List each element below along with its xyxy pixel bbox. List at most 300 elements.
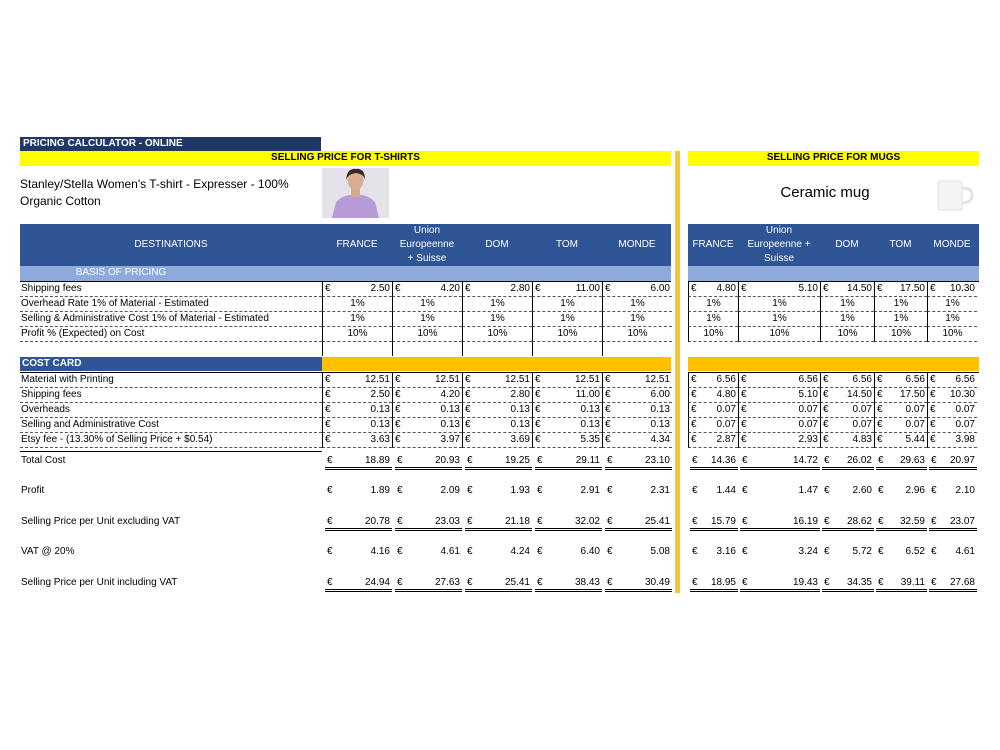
- cell-value: 6.56: [905, 374, 925, 385]
- basis-cell-mug: 1%: [820, 312, 874, 327]
- cell-value: 20.93: [434, 455, 460, 466]
- cost-cell: [322, 403, 392, 418]
- section-divider: [675, 151, 680, 593]
- currency-symbol: €: [877, 389, 883, 400]
- cost-cell: [462, 433, 532, 448]
- cell-value: 0.07: [798, 419, 818, 430]
- summary-cell: [535, 545, 602, 561]
- cell-value: 0.07: [798, 404, 818, 415]
- currency-symbol: €: [930, 404, 936, 415]
- currency-symbol: €: [395, 404, 401, 415]
- tshirt-col-header: DOM: [485, 239, 509, 250]
- currency-symbol: €: [537, 546, 543, 557]
- cell-value: 2.80: [510, 389, 530, 400]
- currency-symbol: €: [741, 434, 747, 445]
- cell-value: 5.08: [650, 546, 670, 557]
- cell-value: 21.18: [504, 516, 530, 527]
- cost-cell-mug: [874, 388, 927, 403]
- cost-cell-mug: [820, 403, 874, 418]
- cell-value: 0.13: [580, 419, 600, 430]
- cell-value: 19.25: [504, 455, 530, 466]
- currency-symbol: €: [327, 485, 333, 496]
- cell-value: 15.79: [710, 516, 736, 527]
- cell-value: 26.02: [846, 455, 872, 466]
- cell-value: 27.63: [434, 577, 460, 588]
- currency-symbol: €: [692, 485, 698, 496]
- currency-symbol: €: [535, 374, 541, 385]
- currency-symbol: €: [535, 419, 541, 430]
- basis-cell: 1%: [462, 312, 532, 327]
- currency-symbol: €: [537, 516, 543, 527]
- summary-cell: [465, 454, 532, 470]
- blank-cell: [462, 342, 532, 356]
- currency-symbol: €: [742, 516, 748, 527]
- basis-cell: 1%: [462, 297, 532, 312]
- currency-symbol: €: [691, 374, 697, 385]
- currency-symbol: €: [877, 374, 883, 385]
- summary-cell: [325, 515, 392, 531]
- basis-cell-mug: 1%: [738, 312, 820, 327]
- currency-symbol: €: [465, 283, 471, 294]
- cost-cell: [532, 403, 602, 418]
- basis-cell-mug: 10%: [820, 327, 874, 342]
- cell-value: 12.51: [504, 374, 530, 385]
- basis-cell-mug: 10%: [927, 327, 977, 342]
- cost-cell: [322, 388, 392, 403]
- basis-cell-mug: 1%: [688, 297, 738, 312]
- summary-cell: [605, 576, 672, 592]
- cell-value: 0.13: [650, 419, 670, 430]
- cell-value: 1.44: [716, 485, 736, 496]
- tshirt-product-image: [322, 168, 389, 218]
- cost-cell: [392, 388, 462, 403]
- basis-cell-mug: 10%: [688, 327, 738, 342]
- currency-symbol: €: [877, 283, 883, 294]
- basis-cell-mug: 1%: [927, 312, 977, 327]
- cell-value: 29.11: [575, 455, 600, 466]
- currency-symbol: €: [824, 455, 830, 466]
- summary-cell-mug: [740, 454, 820, 470]
- cell-value: 5.72: [852, 546, 872, 557]
- cell-value: 2.91: [580, 485, 600, 496]
- summary-cell-mug: [690, 515, 738, 531]
- summary-cell: [535, 454, 602, 470]
- cost-cell: [602, 373, 672, 388]
- cell-value: 0.13: [650, 404, 670, 415]
- currency-symbol: €: [877, 404, 883, 415]
- blank-cell: [602, 342, 672, 356]
- summary-underline: [20, 528, 322, 529]
- cell-value: 18.89: [364, 455, 390, 466]
- basis-cell: [602, 282, 672, 297]
- cost-cell: [322, 373, 392, 388]
- currency-symbol: €: [605, 419, 611, 430]
- summary-cell: [535, 484, 602, 500]
- cell-value: 0.13: [580, 404, 600, 415]
- summary-row-label: Profit: [21, 485, 45, 496]
- cell-value: 20.97: [949, 455, 975, 466]
- summary-cell-mug: [740, 515, 820, 531]
- cell-value: 0.13: [440, 404, 460, 415]
- currency-symbol: €: [691, 404, 697, 415]
- cell-value: 0.07: [905, 404, 925, 415]
- currency-symbol: €: [930, 389, 936, 400]
- basis-label: BASIS OF PRICING: [75, 267, 167, 278]
- currency-symbol: €: [931, 577, 937, 588]
- cell-value: 4.61: [440, 546, 460, 557]
- summary-cell: [325, 484, 392, 500]
- cell-value: 0.07: [955, 404, 975, 415]
- cell-value: 4.20: [440, 283, 460, 294]
- cost-row-label: Material with Printing: [20, 373, 322, 388]
- cell-value: 4.80: [716, 389, 736, 400]
- basis-cell: 10%: [392, 327, 462, 342]
- cost-cell: [462, 418, 532, 433]
- currency-symbol: €: [930, 419, 936, 430]
- summary-cell: [465, 484, 532, 500]
- currency-symbol: €: [465, 374, 471, 385]
- basis-cell: 1%: [532, 312, 602, 327]
- summary-cell-mug: [690, 545, 738, 561]
- currency-symbol: €: [824, 516, 830, 527]
- summary-cell-mug: [929, 454, 977, 470]
- currency-symbol: €: [691, 434, 697, 445]
- cost-cell-mug: [927, 373, 977, 388]
- cell-value: 32.59: [899, 516, 925, 527]
- cost-cell: [532, 373, 602, 388]
- currency-symbol: €: [691, 389, 697, 400]
- summary-row-label: VAT @ 20%: [21, 546, 75, 557]
- cost-cell-mug: [874, 373, 927, 388]
- cost-cell-mug: [927, 418, 977, 433]
- currency-symbol: €: [325, 434, 331, 445]
- tshirt-product-name: Stanley/Stella Women's T-shirt - Expresser - 100% Organic Cotton: [20, 177, 289, 208]
- basis-cell-mug: [688, 282, 738, 297]
- cell-value: 0.07: [716, 404, 736, 415]
- currency-symbol: €: [395, 434, 401, 445]
- basis-cell: 1%: [602, 312, 672, 327]
- cost-cell: [462, 373, 532, 388]
- summary-cell-mug: [822, 576, 874, 592]
- summary-cell: [395, 454, 462, 470]
- cost-cell: [532, 418, 602, 433]
- cell-value: 1.89: [370, 485, 390, 496]
- currency-symbol: €: [877, 434, 883, 445]
- cost-cell-mug: [688, 373, 738, 388]
- basis-cell-mug: 1%: [927, 297, 977, 312]
- cell-value: 12.51: [574, 374, 600, 385]
- currency-symbol: €: [607, 455, 613, 466]
- currency-symbol: €: [607, 577, 613, 588]
- cell-value: 10.30: [949, 389, 975, 400]
- tshirt-col-header: Union Europeenne + Suisse: [399, 225, 455, 264]
- currency-symbol: €: [931, 546, 937, 557]
- cell-value: 19.43: [792, 577, 818, 588]
- currency-symbol: €: [878, 546, 884, 557]
- currency-symbol: €: [605, 283, 611, 294]
- currency-symbol: €: [605, 404, 611, 415]
- cell-value: 3.63: [370, 434, 390, 445]
- cost-card-bottom: [20, 451, 322, 452]
- cell-value: 0.13: [440, 419, 460, 430]
- basis-cell-mug: 1%: [688, 312, 738, 327]
- currency-symbol: €: [327, 577, 333, 588]
- cell-value: 39.11: [900, 577, 925, 588]
- cell-value: 6.52: [905, 546, 925, 557]
- basis-band-mug: [688, 266, 979, 281]
- cost-cell-mug: [688, 388, 738, 403]
- summary-cell: [325, 545, 392, 561]
- cost-card-band-mug: [688, 357, 979, 371]
- currency-symbol: €: [467, 455, 473, 466]
- cell-value: 5.10: [798, 389, 818, 400]
- currency-symbol: €: [691, 419, 697, 430]
- cost-cell-mug: [874, 418, 927, 433]
- cell-value: 3.97: [440, 434, 460, 445]
- cell-value: 16.19: [792, 516, 818, 527]
- blank-cell: [532, 342, 602, 356]
- currency-symbol: €: [327, 546, 333, 557]
- summary-cell: [535, 576, 602, 592]
- currency-symbol: €: [741, 419, 747, 430]
- summary-cell-mug: [740, 484, 820, 500]
- summary-cell: [465, 576, 532, 592]
- cost-cell-mug: [688, 433, 738, 448]
- cell-value: 3.98: [955, 434, 975, 445]
- basis-row-label: Selling & Administrative Cost 1% of Material - Estimated: [20, 312, 322, 327]
- cost-cell: [602, 403, 672, 418]
- currency-symbol: €: [823, 434, 829, 445]
- cost-cell-mug: [688, 403, 738, 418]
- summary-cell: [465, 545, 532, 561]
- currency-symbol: €: [878, 455, 884, 466]
- page-title: PRICING CALCULATOR - ONLINE: [20, 137, 321, 151]
- cell-value: 0.13: [370, 419, 390, 430]
- currency-symbol: €: [931, 485, 937, 496]
- basis-cell-mug: [874, 282, 927, 297]
- cost-cell: [602, 433, 672, 448]
- basis-cell: 1%: [392, 297, 462, 312]
- summary-cell: [605, 515, 672, 531]
- blank-cell: [322, 342, 392, 356]
- cost-row-label: Shipping fees: [20, 388, 322, 403]
- currency-symbol: €: [537, 485, 543, 496]
- tshirt-col-header: FRANCE: [336, 239, 378, 250]
- cell-value: 14.50: [846, 389, 872, 400]
- cell-value: 2.50: [370, 389, 390, 400]
- cost-cell: [532, 388, 602, 403]
- basis-cell: [462, 282, 532, 297]
- cost-cell-mug: [820, 433, 874, 448]
- cell-value: 1.93: [510, 485, 530, 496]
- cell-value: 14.50: [846, 283, 872, 294]
- summary-cell: [535, 515, 602, 531]
- summary-cell-mug: [929, 576, 977, 592]
- cell-value: 4.61: [955, 546, 975, 557]
- mug-section-title: SELLING PRICE FOR MUGS: [688, 151, 979, 166]
- currency-symbol: €: [325, 404, 331, 415]
- currency-symbol: €: [607, 516, 613, 527]
- cell-value: 12.51: [364, 374, 390, 385]
- cell-value: 3.69: [510, 434, 530, 445]
- cell-value: 6.00: [650, 389, 670, 400]
- currency-symbol: €: [691, 283, 697, 294]
- tshirt-col-header: MONDE: [618, 239, 656, 250]
- currency-symbol: €: [878, 577, 884, 588]
- cell-value: 0.07: [852, 404, 872, 415]
- cell-value: 23.03: [434, 516, 460, 527]
- summary-cell-mug: [690, 454, 738, 470]
- cell-value: 2.60: [852, 485, 872, 496]
- cell-value: 25.41: [504, 577, 530, 588]
- cell-value: 23.10: [644, 455, 670, 466]
- currency-symbol: €: [741, 389, 747, 400]
- cell-value: 12.51: [644, 374, 670, 385]
- cost-cell-mug: [738, 373, 820, 388]
- blank-cell: [392, 342, 462, 356]
- currency-symbol: €: [535, 389, 541, 400]
- cost-cell: [322, 433, 392, 448]
- mug-col-header: TOM: [889, 239, 912, 250]
- cell-value: 0.07: [905, 419, 925, 430]
- currency-symbol: €: [535, 404, 541, 415]
- cell-value: 4.34: [650, 434, 670, 445]
- summary-cell-mug: [876, 576, 927, 592]
- basis-row-label: Shipping fees: [20, 282, 322, 297]
- currency-symbol: €: [465, 389, 471, 400]
- basis-cell-mug: 10%: [738, 327, 820, 342]
- currency-symbol: €: [467, 577, 473, 588]
- cell-value: 0.07: [955, 419, 975, 430]
- currency-symbol: €: [397, 485, 403, 496]
- cost-cell-mug: [927, 433, 977, 448]
- cell-value: 2.31: [650, 485, 670, 496]
- mug-col-header: FRANCE: [692, 239, 734, 250]
- summary-cell: [605, 545, 672, 561]
- cell-value: 6.56: [955, 374, 975, 385]
- basis-cell: 10%: [322, 327, 392, 342]
- summary-cell-mug: [929, 515, 977, 531]
- summary-cell: [325, 576, 392, 592]
- cost-cell-mug: [820, 373, 874, 388]
- cell-value: 29.63: [899, 455, 925, 466]
- currency-symbol: €: [327, 455, 333, 466]
- summary-cell-mug: [929, 545, 977, 561]
- cell-value: 0.13: [370, 404, 390, 415]
- cell-value: 3.16: [716, 546, 736, 557]
- currency-symbol: €: [465, 404, 471, 415]
- tshirt-col-header: TOM: [555, 239, 579, 250]
- cost-cell: [392, 403, 462, 418]
- cell-value: 0.07: [716, 419, 736, 430]
- cell-value: 17.50: [899, 283, 925, 294]
- currency-symbol: €: [325, 389, 331, 400]
- cost-cell: [322, 418, 392, 433]
- currency-symbol: €: [741, 374, 747, 385]
- cell-value: 32.02: [574, 516, 600, 527]
- destinations-label: DESTINATIONS: [134, 239, 208, 250]
- cell-value: 14.36: [710, 455, 736, 466]
- summary-cell: [605, 484, 672, 500]
- currency-symbol: €: [930, 434, 936, 445]
- cost-cell-mug: [927, 388, 977, 403]
- basis-cell: 1%: [322, 312, 392, 327]
- summary-cell-mug: [690, 576, 738, 592]
- basis-cell-mug: [820, 282, 874, 297]
- summary-row-label: Total Cost: [21, 455, 66, 466]
- currency-symbol: €: [742, 485, 748, 496]
- cost-card-label: COST CARD: [20, 357, 322, 371]
- summary-cell: [325, 454, 392, 470]
- mug-col-header: Union Europeenne + Suisse: [747, 225, 811, 264]
- basis-cell: 1%: [392, 312, 462, 327]
- cell-value: 25.41: [644, 516, 670, 527]
- cost-cell: [602, 388, 672, 403]
- cell-value: 0.13: [510, 419, 530, 430]
- mug-col-header: DOM: [835, 239, 859, 250]
- mug-col-header: MONDE: [933, 239, 971, 250]
- basis-cell: 1%: [532, 297, 602, 312]
- summary-cell-mug: [876, 545, 927, 561]
- cell-value: 2.87: [716, 434, 736, 445]
- cell-value: 6.56: [852, 374, 872, 385]
- currency-symbol: €: [930, 283, 936, 294]
- cell-value: 6.40: [580, 546, 600, 557]
- cell-value: 18.95: [710, 577, 736, 588]
- currency-symbol: €: [325, 374, 331, 385]
- cost-cell: [532, 433, 602, 448]
- cell-value: 20.78: [364, 516, 390, 527]
- currency-symbol: €: [397, 546, 403, 557]
- summary-cell: [395, 576, 462, 592]
- summary-row-label: Selling Price per Unit including VAT: [21, 577, 178, 588]
- cell-value: 24.94: [364, 577, 390, 588]
- currency-symbol: €: [537, 455, 543, 466]
- summary-cell-mug: [740, 545, 820, 561]
- currency-symbol: €: [741, 283, 747, 294]
- summary-underline: [20, 467, 322, 468]
- cell-value: 23.07: [949, 516, 975, 527]
- currency-symbol: €: [605, 389, 611, 400]
- summary-cell-mug: [690, 484, 738, 500]
- currency-symbol: €: [930, 374, 936, 385]
- currency-symbol: €: [465, 434, 471, 445]
- summary-cell-mug: [876, 484, 927, 500]
- currency-symbol: €: [397, 577, 403, 588]
- currency-symbol: €: [823, 389, 829, 400]
- summary-row-label: Selling Price per Unit excluding VAT: [21, 516, 181, 527]
- cell-value: 2.96: [905, 485, 925, 496]
- summary-cell-mug: [876, 515, 927, 531]
- cell-value: 1.47: [798, 485, 818, 496]
- blank-row: [20, 342, 322, 356]
- cell-value: 5.35: [580, 434, 600, 445]
- currency-symbol: €: [741, 404, 747, 415]
- basis-cell-mug: 10%: [874, 327, 927, 342]
- cell-value: 4.20: [440, 389, 460, 400]
- cell-value: 12.51: [434, 374, 460, 385]
- currency-symbol: €: [742, 455, 748, 466]
- basis-cell: 1%: [602, 297, 672, 312]
- currency-symbol: €: [931, 455, 937, 466]
- cell-value: 38.43: [574, 577, 600, 588]
- currency-symbol: €: [605, 434, 611, 445]
- currency-symbol: €: [692, 455, 698, 466]
- cell-value: 2.50: [370, 283, 390, 294]
- cell-value: 30.49: [644, 577, 670, 588]
- basis-cell: 1%: [322, 297, 392, 312]
- summary-cell: [395, 545, 462, 561]
